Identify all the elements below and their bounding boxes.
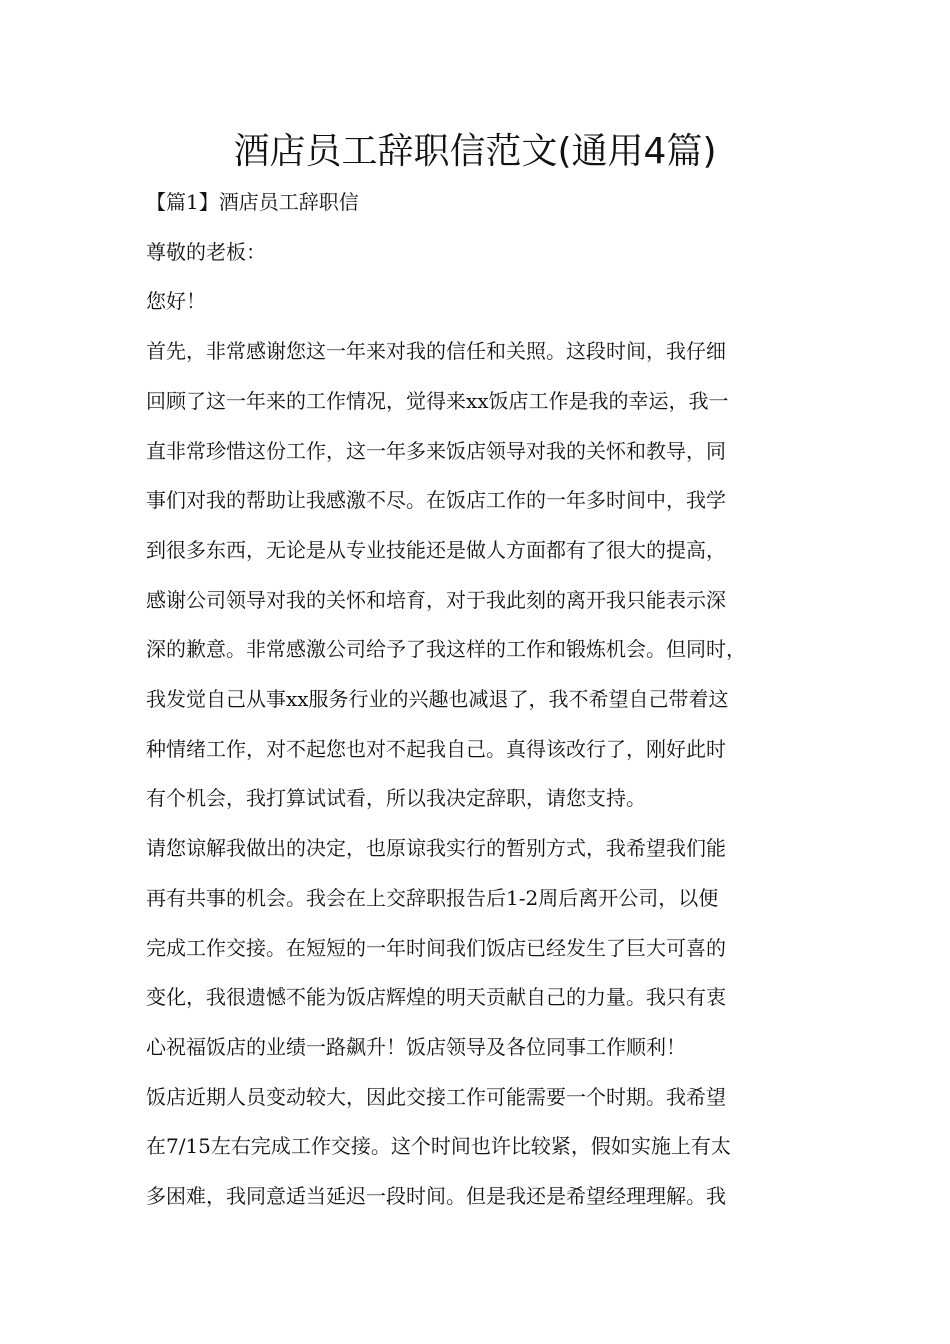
body-line: 首先，非常感谢您这一年来对我的信任和关照。这段时间，我仔细 xyxy=(146,339,726,364)
body-line: 事们对我的帮助让我感激不尽。在饭店工作的一年多时间中，我学 xyxy=(146,488,726,513)
section-heading: 【篇1】酒店员工辞职信 xyxy=(146,190,359,214)
body-line: 种情绪工作，对不起您也对不起我自己。真得该改行了，刚好此时 xyxy=(146,736,726,761)
salutation: 尊敬的老板： xyxy=(146,239,266,264)
body-line: 变化，我很遗憾不能为饭店辉煌的明天贡献自己的力量。我只有衷 xyxy=(146,985,726,1010)
document-body xyxy=(146,178,818,1222)
body-line: 直非常珍惜这份工作，这一年多来饭店领导对我的关怀和教导，同 xyxy=(146,438,726,463)
body-line: 请您谅解我做出的决定，也原谅我实行的暂别方式，我希望我们能 xyxy=(146,836,726,861)
body-line: 多困难，我同意适当延迟一段时间。但是我还是希望经理理解。我 xyxy=(146,1184,726,1209)
body-line: 深的歉意。非常感激公司给予了我这样的工作和锻炼机会。但同时， xyxy=(146,637,746,662)
greeting: 您好！ xyxy=(146,289,206,314)
body-line: 再有共事的机会。我会在上交辞职报告后1-2周后离开公司，以便 xyxy=(146,885,719,910)
body-line: 我发觉自己从事xx服务行业的兴趣也减退了，我不希望自己带着这 xyxy=(146,687,729,712)
body-line: 心祝福饭店的业绩一路飙升！饭店领导及各位同事工作顺利！ xyxy=(146,1034,686,1059)
body-line: 有个机会，我打算试试看，所以我决定辞职，请您支持。 xyxy=(146,786,646,811)
body-line: 完成工作交接。在短短的一年时间我们饭店已经发生了巨大可喜的 xyxy=(146,935,726,960)
body-line: 在7/15左右完成工作交接。这个时间也许比较紧，假如实施上有太 xyxy=(146,1134,731,1159)
body-line: 到很多东西，无论是从专业技能还是做人方面都有了很大的提高， xyxy=(146,537,726,562)
body-line: 感谢公司领导对我的关怀和培育，对于我此刻的离开我只能表示深 xyxy=(146,587,726,612)
body-line: 回顾了这一年来的工作情况，觉得来xx饭店工作是我的幸运，我一 xyxy=(146,388,729,413)
body-line: 饭店近期人员变动较大，因此交接工作可能需要一个时期。我希望 xyxy=(146,1084,726,1109)
document-title: 酒店员工辞职信范文(通用4篇) xyxy=(233,131,717,172)
